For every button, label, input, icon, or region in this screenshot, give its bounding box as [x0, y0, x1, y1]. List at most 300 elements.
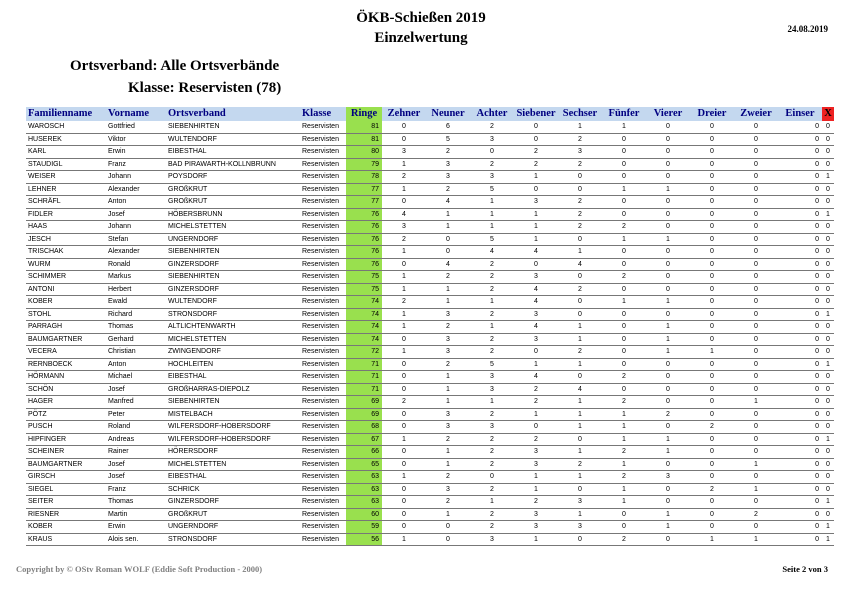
cell-fuenfer: 0: [602, 508, 646, 521]
cell-einser: 0: [778, 121, 822, 133]
cell-sechser: 3: [558, 496, 602, 509]
cell-klasse: Reservisten: [300, 271, 346, 284]
cell-zweier: 0: [734, 158, 778, 171]
cell-ringe: 65: [346, 458, 382, 471]
cell-einser: 0: [778, 233, 822, 246]
cell-einser: 0: [778, 283, 822, 296]
cell-ringe: 74: [346, 296, 382, 309]
cell-vorname: Thomas: [106, 321, 166, 334]
cell-zehner: 2: [382, 233, 426, 246]
cell-fuenfer: 1: [602, 233, 646, 246]
cell-fuenfer: 0: [602, 346, 646, 359]
report-date: 24.08.2019: [787, 24, 828, 34]
cell-einser: 0: [778, 221, 822, 234]
cell-zehner: 1: [382, 158, 426, 171]
cell-x: 1: [822, 433, 834, 446]
cell-einser: 0: [778, 358, 822, 371]
cell-siebener: 2: [514, 396, 558, 409]
cell-siebener: 1: [514, 233, 558, 246]
cell-siebener: 0: [514, 183, 558, 196]
cell-sechser: 3: [558, 146, 602, 159]
cell-ringe: 67: [346, 433, 382, 446]
cell-sechser: 2: [558, 196, 602, 209]
cell-ringe: 74: [346, 321, 382, 334]
cell-familienname: PÖTZ: [26, 408, 106, 421]
cell-siebener: 3: [514, 458, 558, 471]
cell-klasse: Reservisten: [300, 171, 346, 184]
cell-fuenfer: 2: [602, 533, 646, 546]
cell-klasse: Reservisten: [300, 421, 346, 434]
column-header-achter: Achter: [476, 108, 508, 119]
cell-sechser: 2: [558, 283, 602, 296]
cell-familienname: SIEGEL: [26, 483, 106, 496]
cell-zehner: 3: [382, 221, 426, 234]
cell-siebener: 1: [514, 408, 558, 421]
cell-fuenfer: 2: [602, 371, 646, 384]
cell-familienname: BAUMGARTNER: [26, 333, 106, 346]
cell-achter: 2: [470, 346, 514, 359]
cell-vorname: Anton: [106, 358, 166, 371]
cell-neuner: 1: [426, 371, 470, 384]
cell-klasse: Reservisten: [300, 458, 346, 471]
table-row: [26, 358, 834, 371]
cell-ortsverband: MICHELSTETTEN: [166, 333, 300, 346]
cell-klasse: Reservisten: [300, 471, 346, 484]
cell-ringe: 59: [346, 521, 382, 534]
cell-ringe: 69: [346, 396, 382, 409]
cell-familienname: RIESNER: [26, 508, 106, 521]
cell-zweier: 0: [734, 233, 778, 246]
cell-fuenfer: 2: [602, 396, 646, 409]
cell-einser: 0: [778, 308, 822, 321]
table-row: [26, 521, 834, 534]
cell-familienname: SCHEINER: [26, 446, 106, 459]
cell-ringe: 74: [346, 333, 382, 346]
cell-ringe: 80: [346, 146, 382, 159]
cell-klasse: Reservisten: [300, 208, 346, 221]
cell-einser: 0: [778, 321, 822, 334]
cell-fuenfer: 1: [602, 183, 646, 196]
cell-vierer: 0: [646, 458, 690, 471]
cell-dreier: 2: [690, 483, 734, 496]
cell-siebener: 3: [514, 308, 558, 321]
cell-x: 0: [822, 158, 834, 171]
cell-ortsverband: SIEBENHIRTEN: [166, 396, 300, 409]
cell-vierer: 0: [646, 271, 690, 284]
cell-dreier: 0: [690, 496, 734, 509]
table-row: [26, 133, 834, 146]
cell-neuner: 1: [426, 508, 470, 521]
cell-vorname: Franz: [106, 483, 166, 496]
cell-x: 0: [822, 221, 834, 234]
cell-sechser: 2: [558, 346, 602, 359]
cell-vorname: Manfred: [106, 396, 166, 409]
cell-einser: 0: [778, 371, 822, 384]
cell-ortsverband: WULTENDORF: [166, 296, 300, 309]
cell-einser: 0: [778, 421, 822, 434]
cell-sechser: 0: [558, 371, 602, 384]
cell-siebener: 4: [514, 283, 558, 296]
cell-achter: 2: [470, 308, 514, 321]
table-row: [26, 146, 834, 159]
cell-siebener: 4: [514, 371, 558, 384]
cell-vierer: 0: [646, 146, 690, 159]
cell-sechser: 1: [558, 421, 602, 434]
cell-fuenfer: 0: [602, 133, 646, 146]
cell-vierer: 0: [646, 496, 690, 509]
cell-zehner: 1: [382, 271, 426, 284]
cell-ringe: 76: [346, 246, 382, 259]
cell-einser: 0: [778, 258, 822, 271]
cell-zweier: 0: [734, 321, 778, 334]
cell-einser: 0: [778, 433, 822, 446]
cell-vorname: Viktor: [106, 133, 166, 146]
cell-einser: 0: [778, 333, 822, 346]
cell-klasse: Reservisten: [300, 433, 346, 446]
cell-zehner: 0: [382, 333, 426, 346]
cell-ringe: 79: [346, 158, 382, 171]
cell-einser: 0: [778, 471, 822, 484]
cell-x: 1: [822, 533, 834, 546]
cell-zehner: 0: [382, 446, 426, 459]
cell-ortsverband: HOCHLEITEN: [166, 358, 300, 371]
cell-zehner: 0: [382, 508, 426, 521]
cell-siebener: 1: [514, 471, 558, 484]
cell-einser: 0: [778, 208, 822, 221]
cell-familienname: TRISCHAK: [26, 246, 106, 259]
cell-vierer: 0: [646, 221, 690, 234]
cell-fuenfer: 1: [602, 121, 646, 133]
cell-siebener: 2: [514, 433, 558, 446]
cell-siebener: 1: [514, 533, 558, 546]
cell-zehner: 2: [382, 296, 426, 309]
cell-vierer: 0: [646, 421, 690, 434]
cell-x: 0: [822, 271, 834, 284]
cell-dreier: 0: [690, 458, 734, 471]
cell-vierer: 1: [646, 433, 690, 446]
cell-achter: 2: [470, 483, 514, 496]
column-header-klasse: Klasse: [302, 108, 332, 119]
cell-fuenfer: 0: [602, 308, 646, 321]
cell-dreier: 0: [690, 508, 734, 521]
cell-ortsverband: SIEBENHIRTEN: [166, 246, 300, 259]
cell-ringe: 66: [346, 446, 382, 459]
cell-familienname: JESCH: [26, 233, 106, 246]
column-header-ringe: Ringe: [346, 107, 382, 121]
cell-ortsverband: MICHELSTETTEN: [166, 458, 300, 471]
cell-siebener: 3: [514, 333, 558, 346]
cell-ringe: 74: [346, 308, 382, 321]
cell-siebener: 3: [514, 508, 558, 521]
cell-sechser: 3: [558, 521, 602, 534]
cell-siebener: 1: [514, 208, 558, 221]
cell-zehner: 0: [382, 358, 426, 371]
cell-dreier: 0: [690, 408, 734, 421]
cell-sechser: 1: [558, 446, 602, 459]
cell-vorname: Alexander: [106, 246, 166, 259]
cell-vorname: Alois sen.: [106, 533, 166, 546]
cell-vierer: 0: [646, 383, 690, 396]
cell-dreier: 0: [690, 446, 734, 459]
cell-x: 0: [822, 283, 834, 296]
cell-x: 1: [822, 208, 834, 221]
cell-x: 0: [822, 383, 834, 396]
cell-ortsverband: HÖRERSDORF: [166, 446, 300, 459]
cell-ringe: 68: [346, 421, 382, 434]
cell-x: 0: [822, 296, 834, 309]
cell-zehner: 1: [382, 321, 426, 334]
cell-ringe: 76: [346, 258, 382, 271]
cell-zweier: 1: [734, 458, 778, 471]
cell-neuner: 0: [426, 233, 470, 246]
cell-familienname: VECERA: [26, 346, 106, 359]
cell-klasse: Reservisten: [300, 483, 346, 496]
cell-dreier: 0: [690, 371, 734, 384]
cell-fuenfer: 0: [602, 246, 646, 259]
cell-neuner: 0: [426, 533, 470, 546]
column-header-fuenfer: Fünfer: [608, 108, 640, 119]
cell-klasse: Reservisten: [300, 283, 346, 296]
table-row: [26, 471, 834, 484]
table-row: [26, 533, 834, 546]
cell-neuner: 3: [426, 483, 470, 496]
cell-vierer: 2: [646, 408, 690, 421]
cell-achter: 2: [470, 258, 514, 271]
cell-x: 0: [822, 371, 834, 384]
cell-vierer: 0: [646, 358, 690, 371]
cell-klasse: Reservisten: [300, 383, 346, 396]
cell-vorname: Anton: [106, 196, 166, 209]
cell-zehner: 0: [382, 483, 426, 496]
cell-ringe: 72: [346, 346, 382, 359]
column-header-neuner: Neuner: [431, 108, 465, 119]
cell-zweier: 0: [734, 346, 778, 359]
cell-zweier: 0: [734, 308, 778, 321]
cell-einser: 0: [778, 533, 822, 546]
cell-vorname: Herbert: [106, 283, 166, 296]
cell-siebener: 1: [514, 483, 558, 496]
cell-ortsverband: UNGERNDORF: [166, 233, 300, 246]
cell-familienname: WAROSCH: [26, 121, 106, 133]
cell-zweier: 0: [734, 371, 778, 384]
cell-zweier: 0: [734, 183, 778, 196]
cell-vierer: 0: [646, 283, 690, 296]
cell-zweier: 0: [734, 246, 778, 259]
table-row: [26, 508, 834, 521]
cell-klasse: Reservisten: [300, 121, 346, 133]
cell-neuner: 0: [426, 246, 470, 259]
cell-achter: 2: [470, 508, 514, 521]
cell-neuner: 2: [426, 271, 470, 284]
cell-klasse: Reservisten: [300, 233, 346, 246]
cell-dreier: 0: [690, 358, 734, 371]
cell-siebener: 3: [514, 196, 558, 209]
cell-siebener: 2: [514, 146, 558, 159]
cell-sechser: 0: [558, 433, 602, 446]
cell-vierer: 1: [646, 183, 690, 196]
cell-einser: 0: [778, 171, 822, 184]
cell-vorname: Richard: [106, 308, 166, 321]
cell-neuner: 2: [426, 358, 470, 371]
cell-vorname: Thomas: [106, 496, 166, 509]
table-row: [26, 383, 834, 396]
cell-zehner: 0: [382, 458, 426, 471]
cell-sechser: 2: [558, 158, 602, 171]
cell-sechser: 2: [558, 208, 602, 221]
cell-ringe: 71: [346, 358, 382, 371]
cell-familienname: HÖRMANN: [26, 371, 106, 384]
cell-fuenfer: 0: [602, 208, 646, 221]
cell-klasse: Reservisten: [300, 183, 346, 196]
cell-sechser: 0: [558, 296, 602, 309]
cell-x: 0: [822, 508, 834, 521]
cell-zehner: 0: [382, 121, 426, 133]
cell-vierer: 0: [646, 246, 690, 259]
cell-fuenfer: 2: [602, 471, 646, 484]
cell-zweier: 0: [734, 221, 778, 234]
cell-siebener: 0: [514, 258, 558, 271]
cell-ortsverband: ZWINGENDORF: [166, 346, 300, 359]
cell-vierer: 0: [646, 121, 690, 133]
table-row: [26, 171, 834, 184]
cell-zehner: 0: [382, 258, 426, 271]
cell-achter: 2: [470, 433, 514, 446]
cell-familienname: GIRSCH: [26, 471, 106, 484]
cell-siebener: 2: [514, 158, 558, 171]
cell-ortsverband: GINZERSDORF: [166, 283, 300, 296]
cell-siebener: 3: [514, 521, 558, 534]
cell-sechser: 0: [558, 233, 602, 246]
cell-neuner: 1: [426, 396, 470, 409]
cell-vierer: 1: [646, 508, 690, 521]
cell-dreier: 0: [690, 133, 734, 146]
cell-fuenfer: 2: [602, 446, 646, 459]
cell-neuner: 1: [426, 458, 470, 471]
cell-zweier: 0: [734, 471, 778, 484]
cell-x: 0: [822, 146, 834, 159]
cell-klasse: Reservisten: [300, 221, 346, 234]
cell-ringe: 60: [346, 508, 382, 521]
cell-zweier: 1: [734, 396, 778, 409]
cell-ortsverband: GINZERSDORF: [166, 258, 300, 271]
cell-zehner: 1: [382, 308, 426, 321]
cell-ringe: 78: [346, 171, 382, 184]
cell-zehner: 3: [382, 146, 426, 159]
cell-vierer: 0: [646, 196, 690, 209]
cell-siebener: 4: [514, 246, 558, 259]
cell-ringe: 71: [346, 383, 382, 396]
cell-neuner: 1: [426, 446, 470, 459]
cell-zehner: 0: [382, 371, 426, 384]
cell-ringe: 81: [346, 121, 382, 133]
cell-achter: 5: [470, 358, 514, 371]
table-row: [26, 333, 834, 346]
cell-familienname: HIPFINGER: [26, 433, 106, 446]
table-row: [26, 346, 834, 359]
cell-neuner: 3: [426, 308, 470, 321]
cell-achter: 3: [470, 371, 514, 384]
cell-zehner: 0: [382, 196, 426, 209]
cell-klasse: Reservisten: [300, 508, 346, 521]
cell-einser: 0: [778, 446, 822, 459]
page-number: Seite 2 von 3: [782, 564, 828, 574]
cell-achter: 0: [470, 471, 514, 484]
cell-vorname: Erwin: [106, 521, 166, 534]
cell-familienname: KOBER: [26, 296, 106, 309]
cell-vorname: Roland: [106, 421, 166, 434]
cell-achter: 2: [470, 521, 514, 534]
cell-achter: 3: [470, 171, 514, 184]
cell-vierer: 1: [646, 446, 690, 459]
cell-achter: 2: [470, 271, 514, 284]
table-row: [26, 433, 834, 446]
cell-vierer: 1: [646, 296, 690, 309]
cell-zweier: 0: [734, 296, 778, 309]
cell-ortsverband: WILFERSDORF-HOBERSDORF: [166, 433, 300, 446]
cell-achter: 2: [470, 408, 514, 421]
cell-vierer: 1: [646, 521, 690, 534]
cell-x: 0: [822, 471, 834, 484]
cell-dreier: 0: [690, 308, 734, 321]
cell-fuenfer: 0: [602, 521, 646, 534]
cell-siebener: 0: [514, 346, 558, 359]
cell-siebener: 4: [514, 296, 558, 309]
column-header-x: X: [822, 107, 834, 121]
cell-siebener: 1: [514, 358, 558, 371]
column-header-vierer: Vierer: [653, 108, 683, 119]
cell-ortsverband: EIBESTHAL: [166, 371, 300, 384]
cell-familienname: LEHNER: [26, 183, 106, 196]
cell-familienname: RERNBOECK: [26, 358, 106, 371]
cell-vorname: Ewald: [106, 296, 166, 309]
cell-siebener: 3: [514, 271, 558, 284]
cell-sechser: 0: [558, 183, 602, 196]
cell-klasse: Reservisten: [300, 371, 346, 384]
copyright-notice: Copyright by © OStv Roman WOLF (Eddie Soft Production - 2000): [16, 564, 263, 574]
cell-vorname: Martin: [106, 508, 166, 521]
cell-familienname: KRAUS: [26, 533, 106, 546]
cell-neuner: 4: [426, 196, 470, 209]
cell-x: 0: [822, 408, 834, 421]
cell-zweier: 2: [734, 508, 778, 521]
cell-familienname: SEITER: [26, 496, 106, 509]
cell-sechser: 0: [558, 171, 602, 184]
cell-dreier: 0: [690, 271, 734, 284]
cell-dreier: 0: [690, 471, 734, 484]
cell-sechser: 4: [558, 258, 602, 271]
cell-sechser: 4: [558, 383, 602, 396]
cell-ortsverband: SIEBENHIRTEN: [166, 271, 300, 284]
cell-ortsverband: GROßHARRAS-DIEPOLZ: [166, 383, 300, 396]
cell-klasse: Reservisten: [300, 146, 346, 159]
cell-einser: 0: [778, 346, 822, 359]
cell-neuner: 0: [426, 521, 470, 534]
cell-vorname: Josef: [106, 208, 166, 221]
table-row: [26, 296, 834, 309]
cell-einser: 0: [778, 133, 822, 146]
cell-fuenfer: 1: [602, 408, 646, 421]
cell-dreier: 2: [690, 421, 734, 434]
cell-vorname: Erwin: [106, 146, 166, 159]
cell-achter: 1: [470, 208, 514, 221]
table-row: [26, 321, 834, 334]
table-row: [26, 258, 834, 271]
table-row: [26, 233, 834, 246]
cell-sechser: 1: [558, 321, 602, 334]
cell-familienname: HAAS: [26, 221, 106, 234]
cell-siebener: 2: [514, 496, 558, 509]
cell-sechser: 0: [558, 533, 602, 546]
